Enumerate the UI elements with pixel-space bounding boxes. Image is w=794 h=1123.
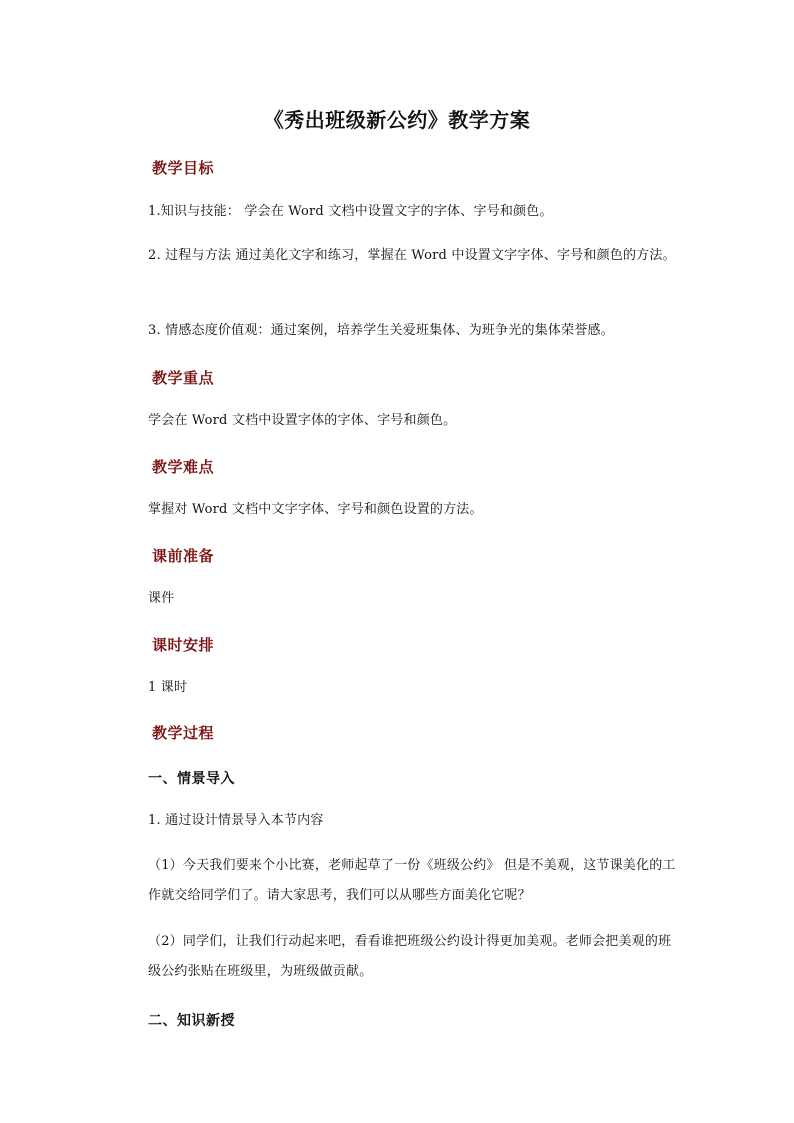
- objective-text-3: 3. 情感态度价值观：通过案例，培养学生关爱班集体、为班争光的集体荣誉感。: [148, 323, 614, 338]
- heading-schedule: 课时安排: [152, 636, 215, 654]
- objective-text-1: 1.知识与技能： 学会在 Word 文档中设置文字的字体、字号和颜色。: [148, 204, 553, 219]
- process-paragraph-2-text: （2）同学们，让我们行动起来吧，看看谁把班级公约设计得更加美观。老师会把美观的班级公约张贴在班级里，为班级做贡献。: [148, 934, 672, 979]
- document-title: 《秀出班级新公约》教学方案: [263, 108, 531, 132]
- schedule-text: [148, 673, 678, 703]
- key-points-paragraph: 学会在 Word 文档中设置字体的字体、字号和颜色。: [148, 413, 457, 428]
- heading-preparation: 课前准备: [152, 547, 215, 565]
- process-paragraph-1: [148, 851, 678, 911]
- heading-situation-intro: 一、情景导入: [148, 771, 235, 787]
- objective-item-3: [148, 316, 678, 346]
- heading-key-points: 教学重点: [152, 369, 215, 387]
- difficulties-text: [148, 495, 678, 525]
- process-paragraph-2: [148, 927, 678, 987]
- heading-difficulties: 教学难点: [152, 458, 215, 476]
- difficulties-paragraph: 掌握对 Word 文档中文字字体、字号和颜色设置的方法。: [148, 502, 483, 517]
- objective-item-1: [148, 197, 678, 227]
- heading-new-knowledge: 二、知识新授: [148, 1013, 235, 1029]
- process-step-1-text: 1. 通过设计情景导入本节内容: [148, 813, 324, 828]
- heading-objectives: 教学目标: [152, 159, 215, 177]
- preparation-text: [148, 584, 678, 614]
- key-points-text: [148, 406, 678, 436]
- process-step-1: [148, 806, 678, 836]
- heading-process: 教学过程: [152, 724, 215, 742]
- schedule-paragraph: 1 课时: [148, 680, 188, 695]
- preparation-paragraph: 课件: [148, 591, 175, 606]
- objective-item-2: [148, 241, 678, 271]
- objective-text-2: 2. 过程与方法 通过美化文字和练习，掌握在 Word 中设置文字字体、字号和颜色的方法。: [148, 248, 676, 263]
- process-paragraph-1-text: （1）今天我们要来个小比赛，老师起草了一份《班级公约》 但是不美观，这节课美化的工作就交给同学们了。请大家思考，我们可以从哪些方面美化它呢？: [148, 858, 676, 903]
